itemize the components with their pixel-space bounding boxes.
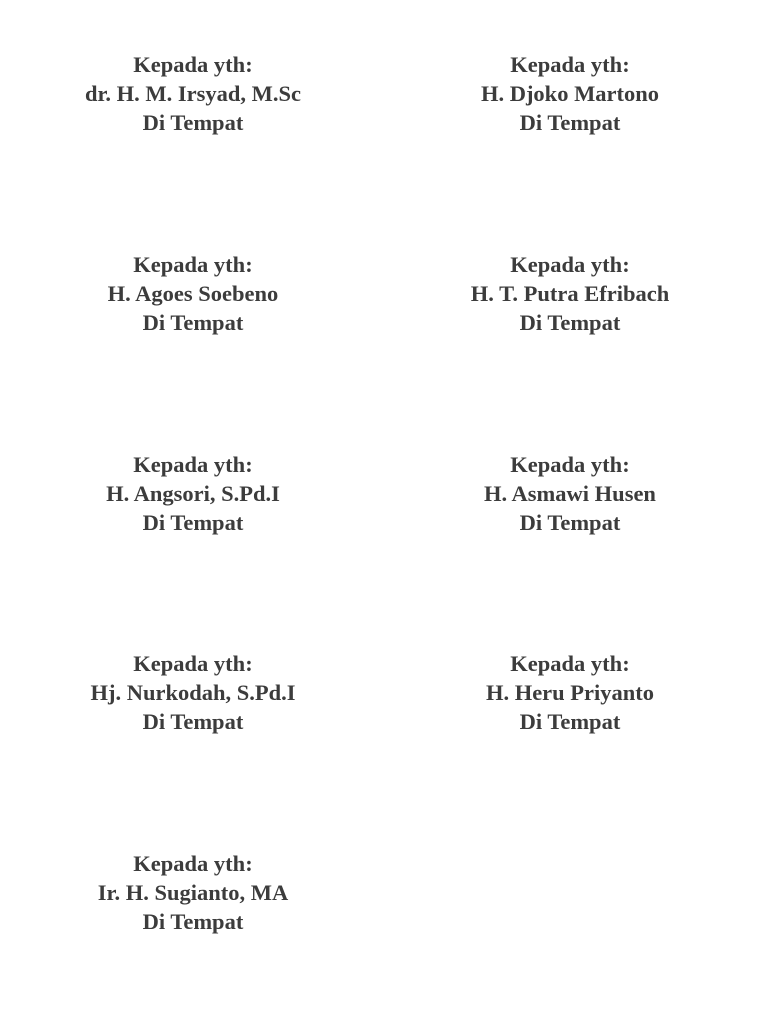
address-label [23, 250, 363, 337]
address-label [400, 450, 740, 537]
label-salutation: Kepada yth: [510, 52, 630, 77]
label-place: Di Tempat [519, 709, 621, 734]
label-salutation: Kepada yth: [133, 52, 253, 77]
label-salutation: Kepada yth: [510, 651, 630, 676]
address-label [400, 649, 740, 736]
label-place: Di Tempat [142, 310, 244, 335]
label-recipient-name: H. Asmawi Husen [484, 481, 656, 506]
label-place: Di Tempat [519, 310, 621, 335]
label-recipient-name: Hj. Nurkodah, S.Pd.I [90, 680, 296, 705]
label-recipient-name: H. Agoes Soebeno [107, 281, 279, 306]
label-recipient-name: H. Djoko Martono [480, 81, 660, 106]
label-place: Di Tempat [142, 909, 244, 934]
address-label [400, 50, 740, 137]
label-place: Di Tempat [519, 110, 621, 135]
label-salutation: Kepada yth: [510, 252, 630, 277]
label-recipient-name: H. Heru Priyanto [485, 680, 655, 705]
label-salutation: Kepada yth: [133, 651, 253, 676]
address-label [23, 649, 363, 736]
label-recipient-name: Ir. H. Sugianto, MA [97, 880, 289, 905]
label-salutation: Kepada yth: [133, 452, 253, 477]
label-place: Di Tempat [142, 110, 244, 135]
label-place: Di Tempat [142, 709, 244, 734]
label-salutation: Kepada yth: [133, 252, 253, 277]
address-label [23, 450, 363, 537]
label-recipient-name: H. Angsori, S.Pd.I [106, 481, 280, 506]
label-salutation: Kepada yth: [133, 851, 253, 876]
label-recipient-name: dr. H. M. Irsyad, M.Sc [84, 81, 302, 106]
label-salutation: Kepada yth: [510, 452, 630, 477]
label-recipient-name: H. T. Putra Efribach [470, 281, 670, 306]
address-label [23, 849, 363, 936]
label-place: Di Tempat [519, 510, 621, 535]
address-label [23, 50, 363, 137]
address-label [400, 250, 740, 337]
label-place: Di Tempat [142, 510, 244, 535]
